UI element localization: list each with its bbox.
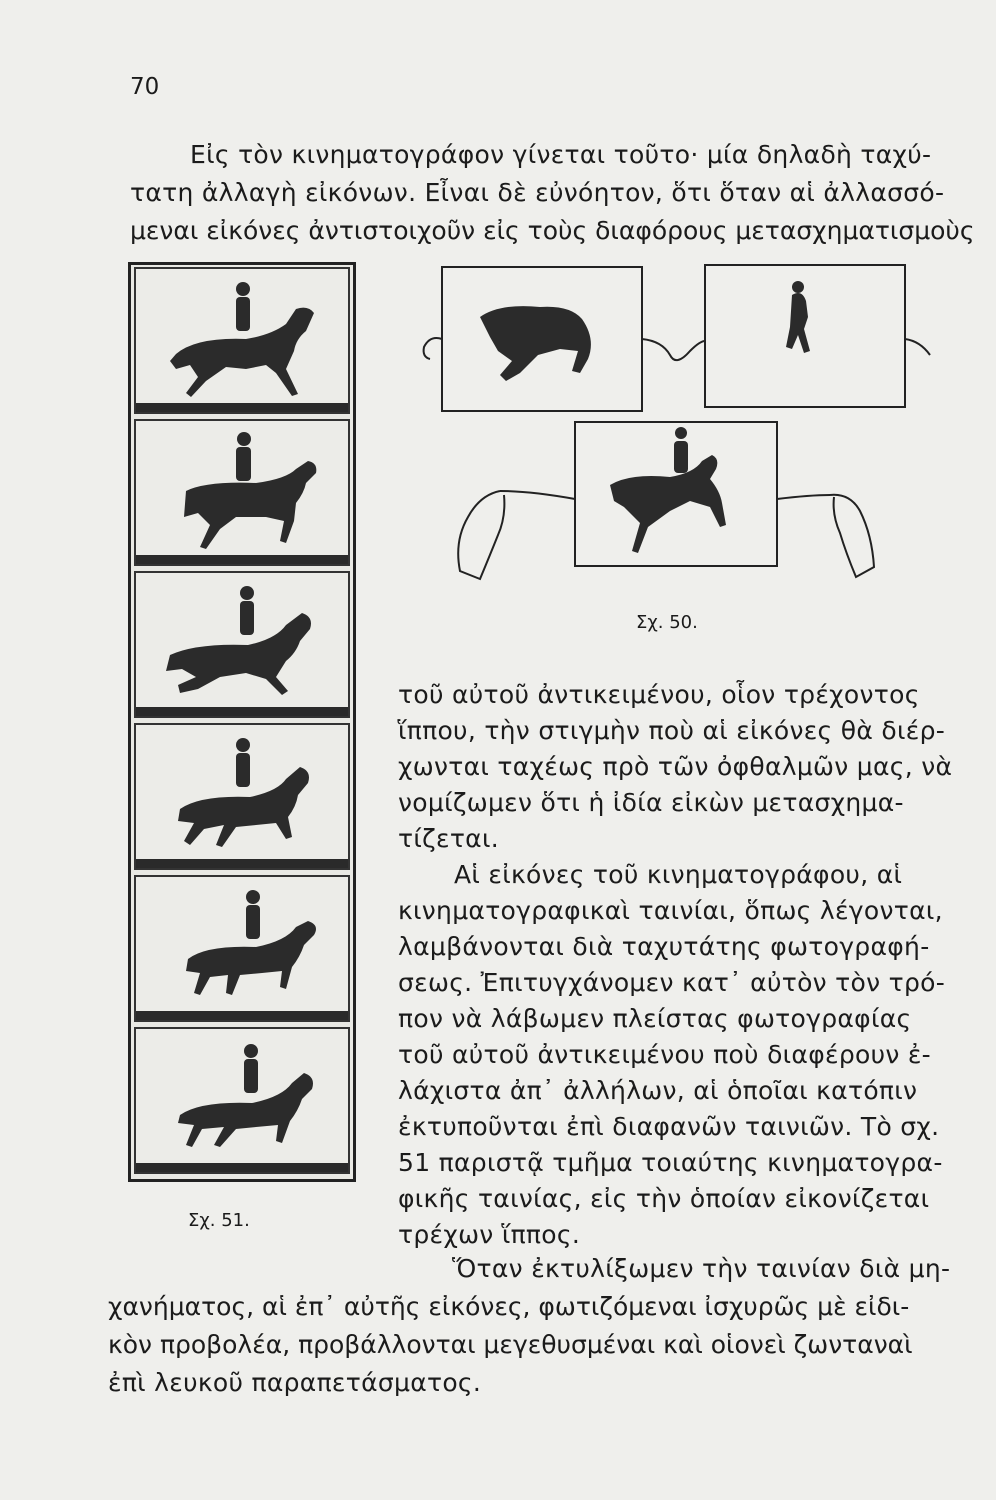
text-line: ἐπὶ λευκοῦ παραπετάσματος. bbox=[108, 1368, 482, 1397]
text-line: τοῦ αὐτοῦ ἀντικειμένου, οἷον τρέχοντος bbox=[398, 680, 920, 709]
text-line: λάχιστα ἀπ᾽ ἀλλήλων, αἱ ὁποῖαι κατόπιν bbox=[398, 1076, 918, 1105]
text-line: τρέχων ἵππος. bbox=[398, 1220, 581, 1249]
text-line: 51 παριστᾷ τμῆμα τοιαύτης κινηματογρα- bbox=[398, 1148, 943, 1177]
horse-rider-icon bbox=[136, 269, 348, 412]
text-line: Αἱ εἰκόνες τοῦ κινηματογράφου, αἱ bbox=[454, 860, 903, 889]
horse-rider-icon bbox=[136, 877, 348, 1020]
horse-rider-icon bbox=[136, 421, 348, 564]
text-line: κὸν προβολέα, προβάλλονται μεγεθυσμέναι καὶ οἱονεὶ ζωνταναὶ bbox=[108, 1330, 913, 1359]
horse-rider-icon bbox=[136, 573, 348, 716]
ground-line bbox=[136, 859, 348, 868]
text-line: ἵππου, τὴν στιγμὴν ποὺ αἱ εἰκόνες θὰ διέρ- bbox=[398, 716, 946, 745]
ground-line bbox=[136, 1011, 348, 1020]
figure-50-caption: Σχ. 50. bbox=[636, 612, 698, 633]
horse-rider-icon bbox=[136, 1029, 348, 1172]
text-line: Ὅταν ἐκτυλίξωμεν τὴν ταινίαν διὰ μη- bbox=[452, 1254, 951, 1283]
film-frame bbox=[134, 875, 350, 1022]
ground-line bbox=[136, 555, 348, 564]
text-line: πον νὰ λάβωμεν πλείστας φωτογραφίας bbox=[398, 1004, 912, 1033]
text-line: τίζεται. bbox=[398, 824, 499, 853]
ground-line bbox=[136, 707, 348, 716]
film-frame bbox=[134, 571, 350, 718]
text-line: τατη ἀλλαγὴ εἰκόνων. Εἶναι δὲ εὐνόητον, ὅτι ὅταν αἱ ἀλλασσό- bbox=[130, 178, 945, 207]
text-line: κινηματογραφικαὶ ταινίαι, ὅπως λέγονται, bbox=[398, 896, 943, 925]
text-line: σεως. Ἐπιτυγχάνομεν κατ᾽ αὐτὸν τὸν τρό- bbox=[398, 968, 946, 997]
text-line: λαμβάνονται διὰ ταχυτάτης φωτογραφή- bbox=[398, 932, 930, 961]
film-frame bbox=[134, 419, 350, 566]
text-line: φικῆς ταινίας, εἰς τὴν ὁποίαν εἰκονίζεται bbox=[398, 1184, 930, 1213]
film-frame bbox=[134, 267, 350, 414]
film-strip-figure-51 bbox=[128, 262, 356, 1182]
text-line: Εἰς τὸν κινηματογράφον γίνεται τοῦτο· μία δηλαδὴ ταχύ- bbox=[190, 140, 932, 169]
text-line: νομίζωμεν ὅτι ἡ ἰδία εἰκὼν μετασχημα- bbox=[398, 788, 904, 817]
horse-rider-icon bbox=[136, 725, 348, 868]
ground-line bbox=[136, 403, 348, 412]
figure-51-caption: Σχ. 51. bbox=[188, 1210, 250, 1231]
text-line: ἐκτυποῦνται ἐπὶ διαφανῶν ταινιῶν. Τὸ σχ. bbox=[398, 1112, 940, 1141]
film-frame bbox=[134, 723, 350, 870]
flip-book-diagram-figure-50 bbox=[420, 255, 960, 595]
ground-line bbox=[136, 1163, 348, 1172]
film-frame bbox=[134, 1027, 350, 1174]
text-line: χανήματος, αἱ ἐπ᾽ αὐτῆς εἰκόνες, φωτιζόμεναι ἰσχυρῶς μὲ εἰδι- bbox=[108, 1292, 910, 1321]
text-line: μεναι εἰκόνες ἀντιστοιχοῦν εἰς τοὺς διαφόρους μετασχηματισμοὺς bbox=[130, 216, 975, 245]
text-line: τοῦ αὐτοῦ ἀντικειμένου ποὺ διαφέρουν ἐ- bbox=[398, 1040, 931, 1069]
text-line: χωνται ταχέως πρὸ τῶν ὀφθαλμῶν μας, νὰ bbox=[398, 752, 953, 781]
page-number: 70 bbox=[130, 74, 160, 100]
